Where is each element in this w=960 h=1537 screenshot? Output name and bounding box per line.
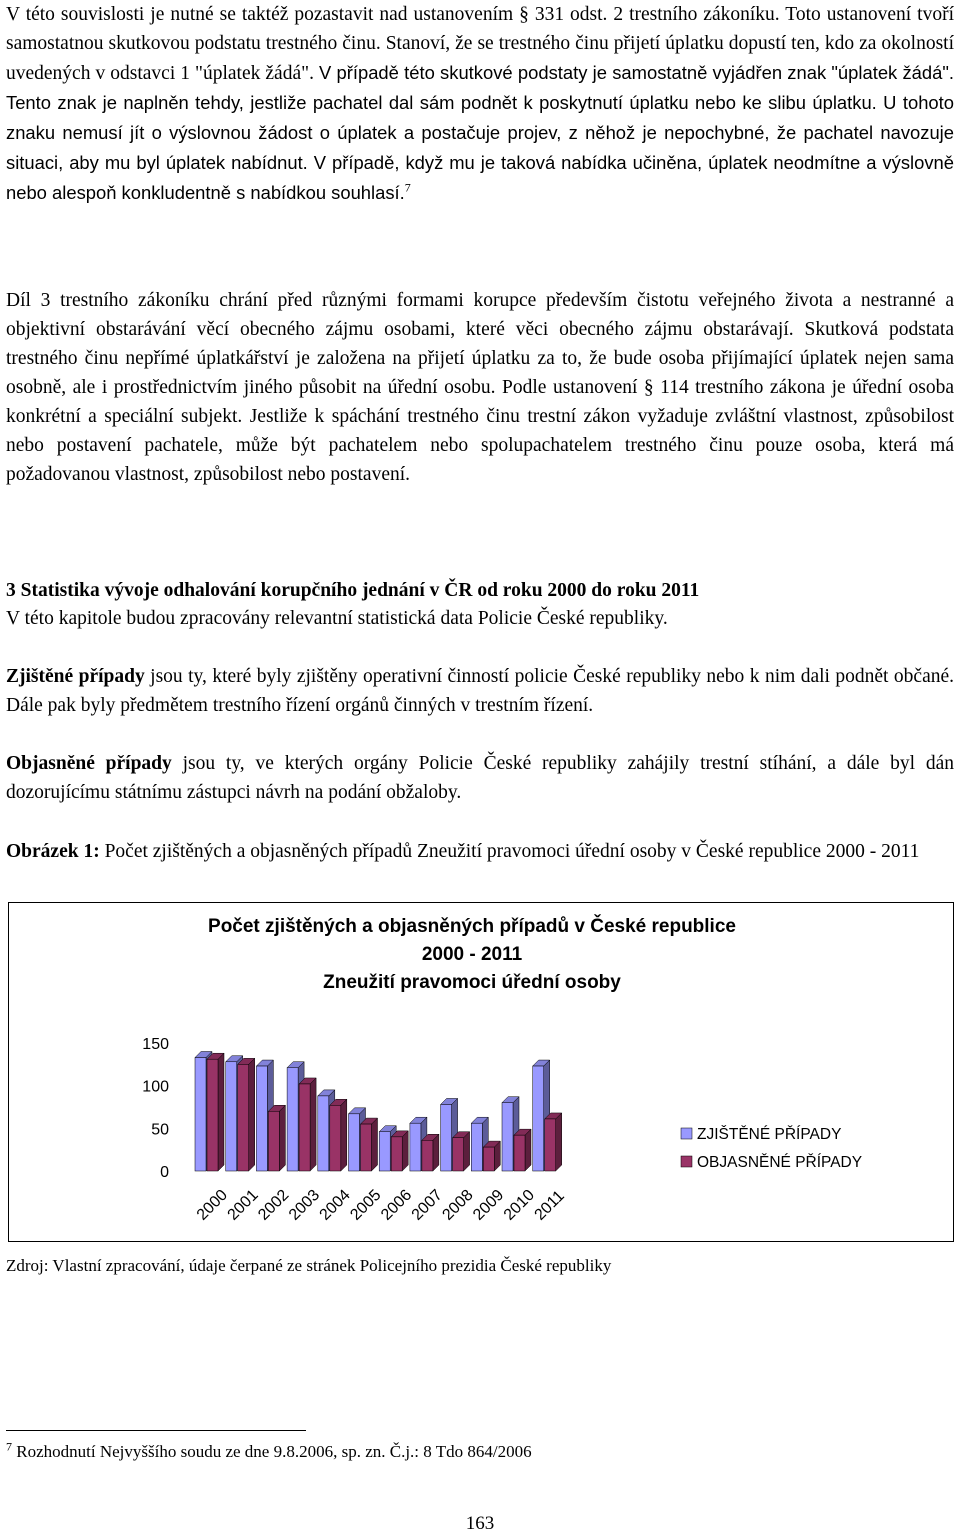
x-tick-label: 2001 — [224, 1186, 262, 1224]
x-tick-label: 2009 — [470, 1186, 508, 1224]
bar-detected — [441, 1104, 452, 1171]
x-tick-label: 2010 — [500, 1186, 538, 1224]
x-tick-label: 2011 — [531, 1187, 568, 1224]
x-tick-label: 2002 — [255, 1186, 293, 1224]
y-tick-label: 50 — [151, 1121, 169, 1139]
bar-cleared — [545, 1119, 556, 1171]
term-cleared: Objasněné případy — [6, 753, 172, 774]
x-tick-label: 2003 — [285, 1186, 324, 1224]
legend-label: OBJASNĚNÉ PŘÍPADY — [697, 1154, 863, 1171]
paragraph-1 — [6, 0, 954, 208]
bar-detected — [256, 1066, 267, 1171]
section-heading: 3 Statistika vývoje odhalování korupčního jednání v ČR od roku 2000 do roku 2011 — [6, 580, 700, 601]
y-tick-label: 150 — [142, 1036, 169, 1053]
bar-detected — [533, 1066, 544, 1171]
legend-label: ZJIŠTĚNÉ PŘÍPADY — [697, 1126, 842, 1143]
bar-detected — [471, 1123, 482, 1171]
y-tick-label: 0 — [160, 1164, 169, 1181]
bar-detected — [410, 1123, 421, 1171]
chart — [8, 902, 954, 1242]
chart-source: Zdroj: Vlastní zpracování, údaje čerpané ze stránek Policejního prezidia České republiky — [6, 1256, 612, 1275]
bar-detected — [379, 1132, 390, 1171]
section-intro: V této kapitole budou zpracovány relevantní statistická data Policie České republiky. — [6, 608, 668, 629]
legend-swatch — [681, 1128, 692, 1139]
bar-detected — [318, 1096, 329, 1171]
bar-detected — [226, 1062, 237, 1171]
bar-side — [402, 1131, 408, 1171]
footnote-number: 7 — [6, 1439, 12, 1454]
bar-detected — [502, 1103, 513, 1171]
footnote-divider — [6, 1430, 306, 1431]
bar-cleared — [238, 1064, 249, 1171]
bar-cleared — [483, 1147, 494, 1171]
paragraph-1-part-b: V případě této skutkové podstaty je samostatně vyjádřen znak "úplatek žádá". Tento znak je naplněn tehdy, jestliže pachatel dal sám podnět k poskytnutí úplatku nebo ke slibu úplatku. U tohoto znaku nemusí jít o výslovnou žádost o úplatek a postačuje projev, z něhož je nepochybné, že pachatel navozuje situaci, aby mu byl úplatek nabídnut. V případě, když mu je taková nabídka učiněna, úplatek neodmítne a výslovně nebo alespoň konkludentně s nabídkou souhlasí. — [6, 62, 955, 203]
y-tick-label: 100 — [142, 1078, 169, 1096]
bar-cleared — [268, 1111, 279, 1171]
definition-cleared: Objasněné případy jsou ty, ve kterých orgány Policie České republiky zahájily trestní stíhání, a dále byl dán dozorujícímu státnímu zástupci návrh na podání obžaloby. — [6, 753, 954, 803]
x-tick-label: 2006 — [378, 1186, 416, 1224]
figure-caption: Obrázek 1: Počet zjištěných a objasněných případů Zneužití pravomoci úřední osoby v České republice 2000 - 2011 — [6, 841, 920, 862]
bar-side — [525, 1129, 531, 1171]
x-tick-label: 2007 — [408, 1186, 446, 1224]
bar-side — [249, 1058, 255, 1171]
bar-cleared — [514, 1135, 525, 1171]
x-tick-label: 2000 — [193, 1186, 231, 1224]
footnote-text: Rozhodnutí Nejvyššího soudu ze dne 9.8.2006, sp. zn. Č.j.: 8 Tdo 864/2006 — [12, 1442, 532, 1461]
bar-side — [464, 1132, 470, 1171]
bar-cleared — [361, 1124, 372, 1171]
term-detected: Zjištěné případy — [6, 666, 145, 687]
bar-detected — [195, 1058, 206, 1171]
bar-cleared — [391, 1137, 402, 1171]
bar-side — [310, 1078, 316, 1171]
footnote — [6, 1440, 532, 1464]
bar-cleared — [453, 1138, 464, 1171]
bar-side — [279, 1105, 285, 1171]
chart-title-line-2: 2000 - 2011 — [421, 944, 523, 965]
x-tick-label: 2005 — [347, 1186, 385, 1224]
definition-detected: Zjištěné případy jsou ty, které byly zjištěny operativní činností policie České republiky nebo k nim dali podnět občané. Dále pak byly předmětem trestního řízení orgánů činných v trestním řízení. — [6, 666, 955, 716]
footnote-ref[interactable]: 7 — [404, 180, 411, 195]
legend-swatch — [681, 1156, 692, 1167]
bar-side — [372, 1118, 378, 1171]
bar-detected — [349, 1114, 360, 1171]
chart-plot — [9, 903, 953, 1241]
bar-side — [556, 1113, 562, 1171]
bar-cleared — [422, 1140, 433, 1171]
bar-side — [218, 1053, 224, 1171]
bar-cleared — [207, 1059, 218, 1171]
chart-title-line-3: Zneužití pravomoci úřední osoby — [323, 972, 621, 993]
bar-side — [433, 1134, 439, 1171]
bar-detected — [287, 1068, 298, 1171]
figure-label: Obrázek 1: — [6, 841, 100, 862]
bar-cleared — [299, 1084, 310, 1171]
x-tick-label: 2008 — [439, 1186, 477, 1224]
bar-side — [341, 1099, 347, 1171]
x-tick-label: 2004 — [316, 1186, 354, 1224]
bar-cleared — [330, 1105, 341, 1171]
paragraph-2: Díl 3 trestního zákoníku chrání před různými formami korupce především čistotu veřejného života a nestranné a objektivní obstarávání věcí obecného zájmu osobami, které věci obecného zájmu obstarávají. Skutková podstata trestného činu nepřímé úplatkářství je založena na přijetí úplatku za to, že bude osoba přijímající úplatek nejen sama osobně, ale i prostřednictvím jiného působit na úřední osobu. Podle ustanovení § 114 trestního zákona je úřední osoba konkrétní a speciální subjekt. Jestliže k spáchání trestného činu trestní zákon vyžaduje zvláštní vlastnost, způsobilost nebo postavení pachatele, může být pachatelem nebo spolupachatelem trestného činu pouze osoba, která má požadovanou vlastnost, způsobilost nebo postavení. — [6, 290, 954, 485]
chart-title-line-1: Počet zjištěných a objasněných případů v České republice — [208, 916, 736, 937]
paragraph-1-part-a: V této souvislosti je nutné se taktéž pozastavit nad ustanovením § 331 odst. 2 trestního zákoníku. Toto ustanovení tvoří samostatnou skutkovou podstatu trestného činu. Stanoví, že se trestného činu přijetí úplatku dopustí ten, kdo za okolností uvedených v odstavci 1 "úplatek žádá". — [6, 4, 954, 84]
page-number: 163 — [465, 1513, 495, 1534]
